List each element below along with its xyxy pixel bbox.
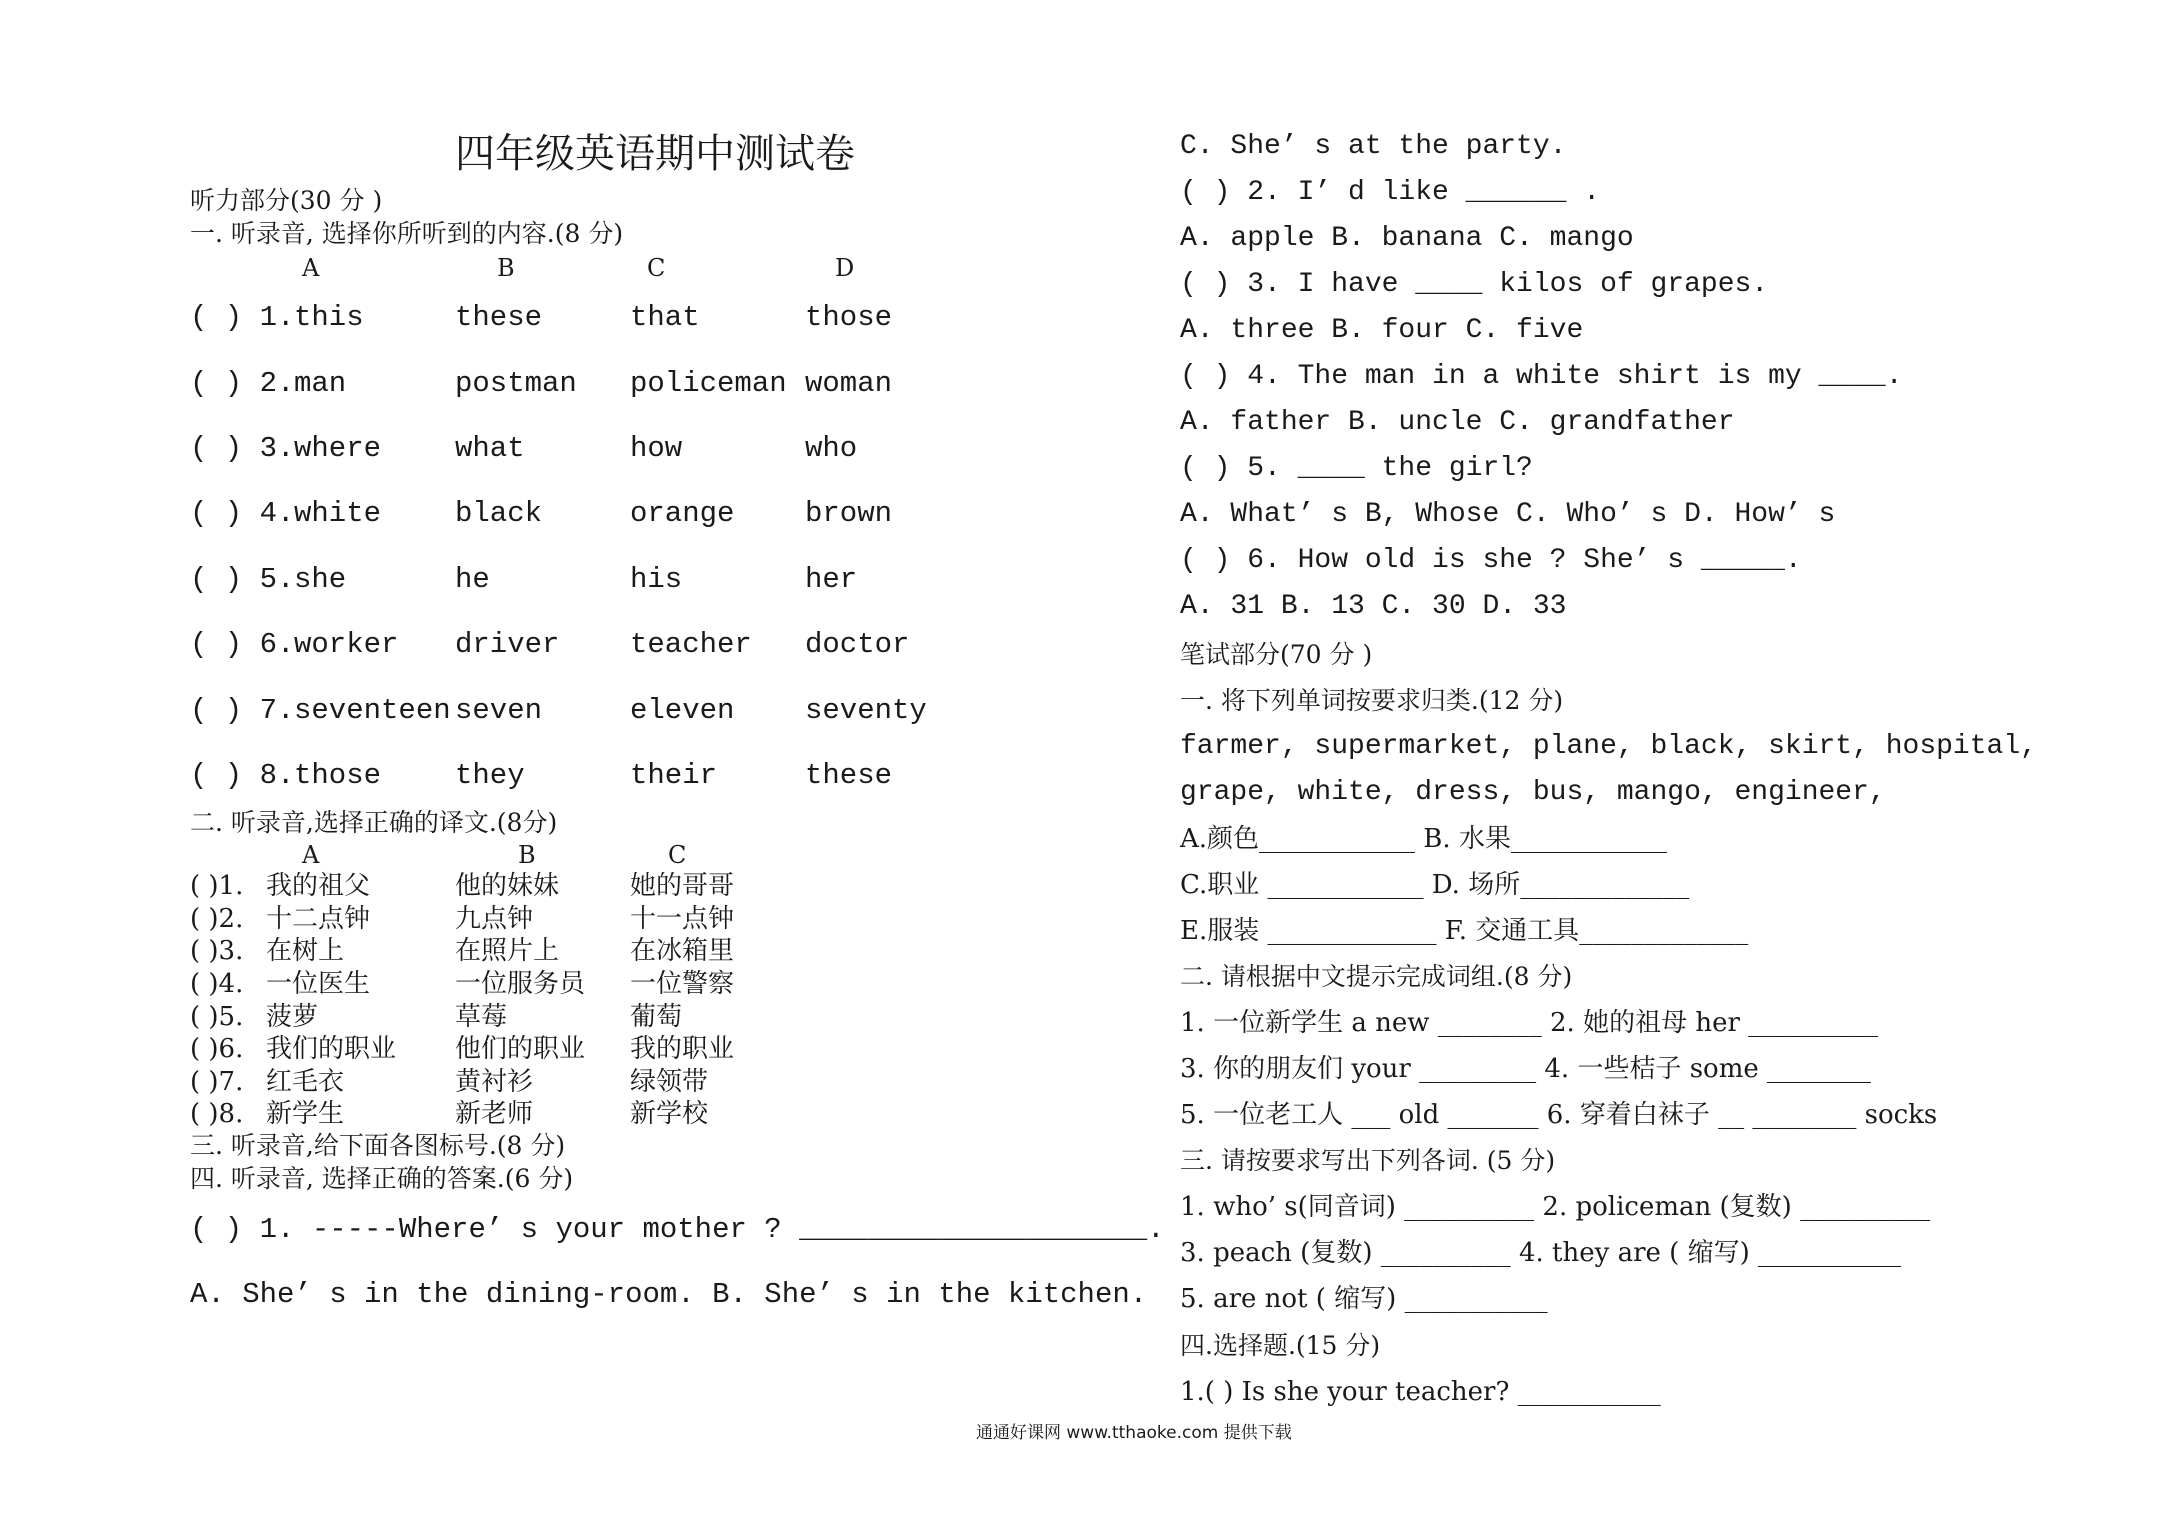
- option-c: 新学校: [630, 1099, 709, 1129]
- question-line: A. father B. uncle C. grandfather: [1180, 407, 1735, 438]
- option-d: brown: [805, 497, 893, 530]
- option-c: 绿领带: [630, 1067, 709, 1097]
- category-line-2: C.职业 ____________ D. 场所_____________: [1180, 870, 1690, 900]
- phrase-line-1: 1. 一位新学生 a new ________ 2. 她的祖母 her __________: [1180, 1008, 1879, 1038]
- option-a: she: [294, 563, 347, 596]
- option-c: their: [630, 759, 718, 792]
- column-header-b: B: [497, 254, 515, 282]
- option-d: seventy: [805, 694, 927, 727]
- option-d: who: [805, 432, 858, 465]
- question-number: ( )4.: [190, 969, 244, 999]
- category-line-1: A.颜色____________ B. 水果____________: [1180, 824, 1667, 854]
- option-b: black: [455, 497, 543, 530]
- word-list-line-1: farmer, supermarket, plane, black, skirt, hospital,: [1180, 731, 2037, 762]
- question-number: ( ) 2.: [190, 367, 295, 400]
- section1-heading: 一. 听录音, 选择你所听到的内容.(8 分): [190, 219, 624, 248]
- option-b: what: [455, 432, 525, 465]
- listening-part-label: 听力部分(30 分 ): [190, 186, 383, 215]
- question-line: A. apple B. banana C. mango: [1180, 223, 1634, 254]
- footer-credit: 通通好课网 www.tthaoke.com 提供下载: [976, 1423, 1292, 1443]
- option-b: driver: [455, 628, 560, 661]
- written-section1-heading: 一. 将下列单词按要求归类.(12 分): [1180, 686, 1564, 715]
- section4-heading: 四. 听录音, 选择正确的答案.(6 分): [190, 1164, 574, 1193]
- option-a: 在树上: [266, 936, 345, 966]
- option-b: 他的妹妹: [455, 871, 560, 901]
- option-c: 一位警察: [630, 969, 735, 999]
- option-a: 我们的职业: [266, 1034, 397, 1064]
- question-line: A. What’ s B, Whose C. Who’ s D. How’ s: [1180, 499, 1836, 530]
- question-number: ( )8.: [190, 1099, 244, 1129]
- option-b: 草莓: [455, 1002, 508, 1032]
- question-number: ( )3.: [190, 936, 244, 966]
- option-a: 新学生: [266, 1099, 345, 1129]
- question-number: ( )1.: [190, 871, 244, 901]
- option-c: 葡萄: [630, 1002, 683, 1032]
- question-line: C. She’ s at the party.: [1180, 131, 1567, 162]
- option-c: how: [630, 432, 683, 465]
- question-number: ( )5.: [190, 1002, 244, 1032]
- option-b: 一位服务员: [455, 969, 586, 999]
- question-line: A. 31 B. 13 C. 30 D. 33: [1180, 591, 1567, 622]
- column-header-c: C: [668, 841, 687, 869]
- question-number: ( ) 1.: [190, 301, 295, 334]
- column-header-d: D: [835, 254, 855, 282]
- question-number: ( )6.: [190, 1034, 244, 1064]
- option-c: eleven: [630, 694, 735, 727]
- column-header-a: A: [302, 841, 320, 869]
- phrase-line-3: 5. 一位老工人 ___ old _______ 6. 穿着白袜子 __ ________ socks: [1180, 1100, 1938, 1130]
- option-c: orange: [630, 497, 735, 530]
- option-a: this: [294, 301, 364, 334]
- option-c: 十一点钟: [630, 904, 735, 934]
- exam-title: 四年级英语期中测试卷: [455, 131, 855, 177]
- written-section4-heading: 四.选择题.(15 分): [1180, 1331, 1381, 1360]
- option-a: where: [294, 432, 382, 465]
- option-a: 十二点钟: [266, 904, 371, 934]
- option-b: 黄衬衫: [455, 1067, 534, 1097]
- option-d: these: [805, 759, 893, 792]
- question-number: ( ) 5.: [190, 563, 295, 596]
- option-c: his: [630, 563, 683, 596]
- question-number: ( )2.: [190, 904, 244, 934]
- option-a: those: [294, 759, 382, 792]
- question-number: ( )7.: [190, 1067, 244, 1097]
- word-form-line-3: 5. are not ( 缩写) ___________: [1180, 1284, 1548, 1314]
- option-c: 我的职业: [630, 1034, 735, 1064]
- option-b: 他们的职业: [455, 1034, 586, 1064]
- option-c: that: [630, 301, 700, 334]
- option-a: 红毛衣: [266, 1067, 345, 1097]
- question-line: A. three B. four C. five: [1180, 315, 1584, 346]
- section3-heading: 三. 听录音,给下面各图标号.(8 分): [190, 1131, 566, 1160]
- written-section2-heading: 二. 请根据中文提示完成词组.(8 分): [1180, 962, 1573, 991]
- word-form-line-1: 1. who’ s(同音词) __________ 2. policeman (复数) __________: [1180, 1192, 1931, 1222]
- written-part-label: 笔试部分(70 分 ): [1180, 640, 1373, 669]
- column-header-a: A: [302, 254, 320, 282]
- question-number: ( ) 6.: [190, 628, 295, 661]
- option-a: man: [294, 367, 347, 400]
- word-list-line-2: grape, white, dress, bus, mango, engineer,: [1180, 777, 1886, 808]
- word-form-line-2: 3. peach (复数) __________ 4. they are ( 缩写) ___________: [1180, 1238, 1901, 1268]
- phrase-line-2: 3. 你的朋友们 your _________ 4. 一些桔子 some ________: [1180, 1054, 1872, 1084]
- option-c: policeman: [630, 367, 787, 400]
- option-a: seventeen: [294, 694, 451, 727]
- option-c: 她的哥哥: [630, 871, 735, 901]
- option-b: these: [455, 301, 543, 334]
- option-b: he: [455, 563, 490, 596]
- option-b: postman: [455, 367, 577, 400]
- question-line: ( ) 6. How old is she ? She’ s _____.: [1180, 545, 1802, 576]
- question-line: ( ) 2. I’ d like ______ .: [1180, 177, 1601, 208]
- option-a: 菠萝: [266, 1002, 319, 1032]
- option-d: doctor: [805, 628, 910, 661]
- option-c: 在冰箱里: [630, 936, 735, 966]
- question-line: ( ) 5. ____ the girl?: [1180, 453, 1533, 484]
- option-d: her: [805, 563, 858, 596]
- option-d: those: [805, 301, 893, 334]
- question-line: ( ) 3. I have ____ kilos of grapes.: [1180, 269, 1769, 300]
- option-b: 新老师: [455, 1099, 534, 1129]
- category-line-3: E.服装 _____________ F. 交通工具_____________: [1180, 916, 1749, 946]
- option-d: woman: [805, 367, 893, 400]
- section4-question-1-options: A. She’ s in the dining-room. B. She’ s in the kitchen.: [190, 1278, 1148, 1311]
- section2-heading: 二. 听录音,选择正确的译文.(8分): [190, 808, 558, 837]
- section4-question-1: ( ) 1. -----Where’ s your mother ? ____________________.: [190, 1213, 1165, 1246]
- choice-question-1: 1.( ) Is she your teacher? ___________: [1180, 1377, 1661, 1407]
- option-b: seven: [455, 694, 543, 727]
- option-b: 九点钟: [455, 904, 534, 934]
- option-b: 在照片上: [455, 936, 560, 966]
- question-line: ( ) 4. The man in a white shirt is my ____.: [1180, 361, 1903, 392]
- option-a: white: [294, 497, 382, 530]
- option-a: 我的祖父: [266, 871, 371, 901]
- option-b: they: [455, 759, 525, 792]
- question-number: ( ) 3.: [190, 432, 295, 465]
- written-section3-heading: 三. 请按要求写出下列各词. (5 分): [1180, 1146, 1556, 1175]
- option-c: teacher: [630, 628, 752, 661]
- column-header-c: C: [647, 254, 666, 282]
- question-number: ( ) 8.: [190, 759, 295, 792]
- question-number: ( ) 4.: [190, 497, 295, 530]
- column-header-b: B: [518, 841, 536, 869]
- option-a: 一位医生: [266, 969, 371, 999]
- question-number: ( ) 7.: [190, 694, 295, 727]
- option-a: worker: [294, 628, 399, 661]
